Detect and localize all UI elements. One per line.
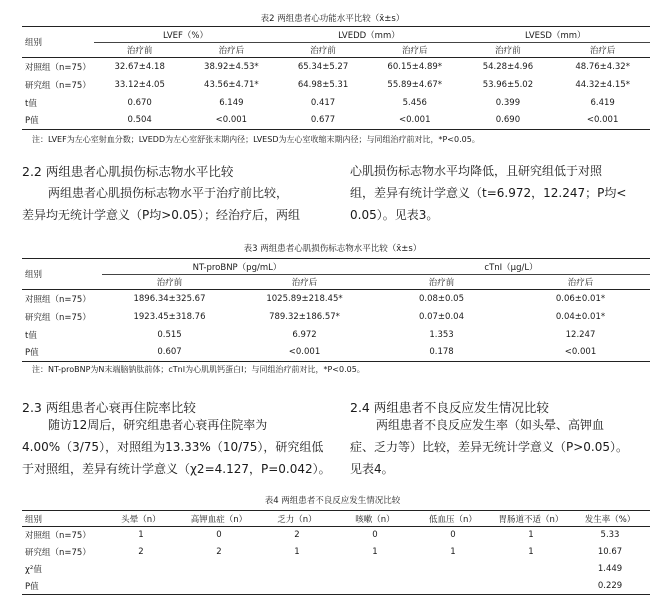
table-row [22, 94, 650, 112]
table2-col-header: LVEDD（mm） [277, 27, 460, 43]
table-cell [102, 578, 180, 595]
table3-group-header: 组别 [25, 270, 43, 280]
table-row [22, 326, 650, 344]
table-cell: 6.419 [590, 97, 615, 108]
table-row [22, 344, 650, 362]
table-cell: 0.504 [127, 115, 152, 126]
paragraph-line: 随访12周后，研究组患者心衰再住院率为 [48, 418, 268, 432]
table3-subheader: 治疗后 [291, 278, 318, 288]
table-cell: 6.149 [219, 97, 244, 108]
table3-col-header: NT-proBNP（pg/mL） [102, 259, 372, 275]
row-label: 研究组（n=75） [25, 548, 91, 558]
table2-col-header: LVEF（%） [94, 27, 277, 43]
table4-header: 发生率（%） [584, 514, 636, 525]
table-cell: 0.04±0.01* [555, 311, 606, 322]
table-cell: 43.56±4.71* [204, 79, 259, 90]
table-cell: 1.449 [597, 564, 623, 574]
table-row [22, 58, 650, 76]
table-cell: 0.06±0.01* [555, 293, 606, 304]
table-cell: 0.178 [429, 347, 454, 358]
table-cell: 1 [138, 530, 144, 541]
table-cell: 54.28±4.96 [482, 61, 534, 72]
table-cell: 12.247 [565, 329, 596, 340]
table2-subheader: 治疗后 [401, 46, 428, 56]
table-row [22, 308, 650, 326]
table2-subheader: 治疗后 [218, 46, 245, 56]
table4-header: 咳嗽（n） [355, 514, 395, 525]
table4-header: 低血压（n） [429, 514, 477, 525]
paragraph-line: 见表4。 [350, 462, 394, 476]
table-cell: 64.98±5.31 [297, 79, 349, 90]
table-cell [180, 578, 258, 595]
table2-subheader: 治疗前 [126, 46, 153, 56]
table3-note: 注：NT-proBNP为N末端脑钠肽前体；cTnI为心肌肌钙蛋白I；与同组治疗前对比，*P<0.05。 [32, 365, 365, 374]
row-label: P值 [25, 116, 39, 127]
table-cell [258, 561, 336, 578]
row-label: P值 [25, 348, 39, 359]
table-cell: 0.417 [310, 97, 336, 108]
table-cell: 1 [528, 547, 534, 557]
table-cell: 0.07±0.04 [419, 311, 464, 322]
paragraph-line: 0.05）。见表3。 [350, 208, 439, 222]
table-cell: 0.515 [157, 329, 182, 340]
table3-caption: 表3 两组患者心肌损伤标志物水平比较（x̄±s） [243, 244, 422, 254]
table-cell: 0.229 [597, 580, 623, 591]
table-cell: 44.32±4.15* [575, 79, 630, 90]
table4-header: 胃肠道不适（n） [498, 514, 564, 525]
table4-header: 组别 [25, 514, 43, 525]
row-label: 对照组（n=75） [25, 294, 91, 305]
table-cell: 38.92±4.53* [204, 61, 259, 72]
table-cell: <0.001 [215, 115, 248, 126]
table2-note: 注：LVEF为左心室射血分数；LVEDD为左心室舒张末期内径；LVESD为左心室收缩末期内径；与同组治疗前对比，*P<0.05。 [32, 135, 480, 144]
table-cell: 1025.89±218.45* [266, 293, 343, 304]
table-cell: 48.76±4.32* [575, 61, 630, 72]
table4-header: 头晕（n） [121, 514, 161, 525]
table-cell: 0.08±0.05 [419, 293, 464, 304]
row-label: χ²值 [25, 565, 42, 575]
table2 [22, 26, 650, 130]
table-row [22, 578, 650, 595]
table-cell: 33.12±4.05 [114, 79, 165, 90]
table-cell: 65.34±5.27 [297, 61, 349, 72]
paragraph-line: 差异均无统计学意义（P均>0.05）；经治疗后，两组 [22, 208, 301, 222]
table-cell: 1 [528, 530, 534, 541]
table-cell: <0.001 [586, 115, 619, 126]
paragraph-line: 两组患者不良反应发生率（如头晕、高钾血 [376, 418, 605, 432]
row-label: 对照组（n=75） [25, 62, 91, 73]
table-cell [414, 578, 492, 595]
table-row [22, 544, 650, 561]
table3-subheader: 治疗前 [156, 278, 183, 288]
table-cell: 0.677 [310, 115, 336, 126]
table-cell: 0.607 [157, 347, 182, 358]
table-row [22, 290, 650, 308]
section-heading: 2.4 两组患者不良反应发生情况比较 [350, 400, 549, 415]
table-cell: 1923.45±318.76 [133, 311, 206, 322]
table-cell: 5.456 [402, 97, 427, 108]
paragraph-line: 于对照组，差异有统计学意义（χ2=4.127，P=0.042）。 [22, 462, 331, 476]
table4-header: 乏力（n） [277, 514, 317, 525]
paragraph-line: 两组患者心肌损伤标志物水平于治疗前比较， [48, 186, 289, 200]
section-heading: 2.2 两组患者心肌损伤标志物水平比较 [22, 164, 234, 179]
table-row [22, 76, 650, 94]
row-label: 研究组（n=75） [25, 312, 91, 323]
table-cell: 2 [216, 547, 222, 557]
row-label: t值 [25, 330, 37, 341]
table-cell: <0.001 [399, 115, 431, 126]
paragraph-line: 心肌损伤标志物水平均降低，且研究组低于对照 [350, 164, 603, 178]
table-cell: 10.67 [597, 547, 623, 557]
table-cell [336, 578, 414, 595]
table-cell: 55.89±4.67* [387, 79, 443, 90]
table4-header: 高钾血症（n） [190, 514, 248, 525]
table-cell: <0.001 [288, 347, 321, 358]
table2-caption: 表2 两组患者心功能水平比较（x̄±s） [260, 14, 405, 24]
row-label: P值 [25, 581, 39, 592]
table2-group-header: 组别 [25, 38, 43, 48]
table-cell: 1 [294, 547, 300, 557]
row-label: 对照组（n=75） [25, 531, 91, 542]
table-cell [492, 578, 570, 595]
table2-col-header: LVESD（mm） [461, 27, 650, 43]
row-label: t值 [25, 98, 37, 109]
table-cell: 1896.34±325.67 [133, 293, 206, 304]
table-cell [492, 561, 570, 578]
table-cell: 0.690 [495, 115, 521, 126]
table-cell: 1 [450, 547, 456, 557]
table4 [22, 510, 650, 595]
table-cell: <0.001 [564, 347, 597, 358]
table3-subheader: 治疗前 [428, 278, 455, 288]
table-cell: 32.67±4.18 [114, 61, 165, 72]
table-cell: 53.96±5.02 [482, 79, 534, 90]
section-heading: 2.3 两组患者心衰再住院率比较 [22, 400, 196, 415]
table-cell [180, 561, 258, 578]
table-row [22, 561, 650, 578]
table4-caption: 表4 两组患者不良反应发生情况比较 [264, 496, 401, 506]
table-cell: 5.33 [600, 530, 620, 541]
paragraph-line: 症、乏力等）比较，差异无统计学意义（P>0.05）。 [350, 440, 629, 454]
table-cell: 6.972 [292, 329, 317, 340]
table-cell [336, 561, 414, 578]
table-cell: 0.399 [495, 97, 521, 108]
row-label: 研究组（n=75） [25, 80, 91, 91]
table-cell: 2 [138, 547, 144, 557]
table3 [22, 258, 650, 362]
table2-subheader: 治疗后 [589, 46, 616, 56]
paragraph-line: 组，差异有统计学意义（t=6.972，12.247；P均< [350, 186, 627, 200]
table2-subheader: 治疗前 [310, 46, 336, 56]
paragraph-line: 4.00%（3/75），对照组为13.33%（10/75），研究组低 [22, 440, 324, 454]
table3-col-header: cTnI（μg/L） [372, 259, 650, 275]
table-cell: 1.353 [429, 329, 454, 340]
table-row [22, 112, 650, 130]
table-cell [414, 561, 492, 578]
table-cell: 2 [294, 530, 300, 541]
table-cell: 60.15±4.89* [387, 61, 443, 72]
table2-subheader: 治疗前 [495, 46, 521, 56]
table-cell: 0 [372, 530, 378, 541]
table-cell: 0 [216, 530, 222, 541]
table-cell [102, 561, 180, 578]
table-cell: 0.670 [127, 97, 152, 108]
table-row [22, 527, 650, 544]
table3-subheader: 治疗后 [567, 278, 594, 288]
table-cell: 0 [450, 530, 456, 541]
table-cell: 1 [372, 547, 378, 557]
table-cell: 789.32±186.57* [269, 311, 340, 322]
table-cell [258, 578, 336, 595]
